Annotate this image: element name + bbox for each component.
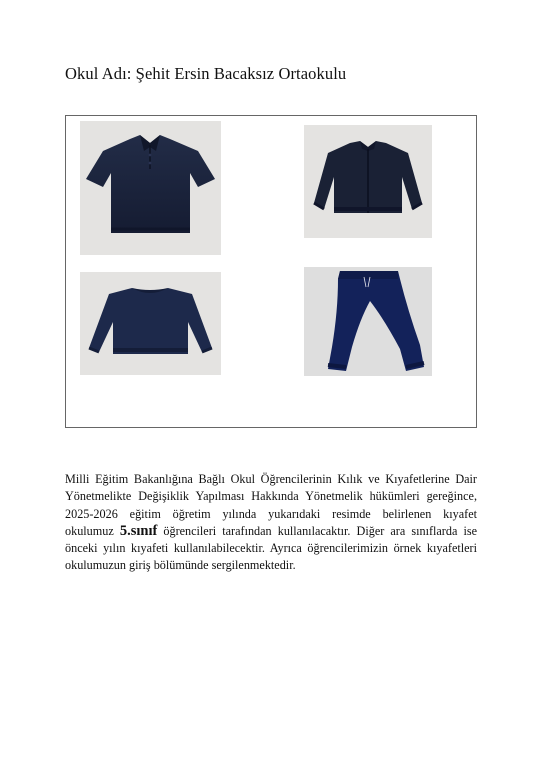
sweater-photo <box>80 272 221 375</box>
paragraph-line: önceki yılın kıyafeti kullanılabilecektir. Ayrıca öğrencilerimizin örnek kıyafetleri <box>65 541 477 556</box>
polo-shirt-photo <box>80 121 221 255</box>
zip-cardigan-photo <box>304 125 432 238</box>
sweatpants-photo <box>304 267 432 376</box>
paragraph-text: okulumuz <box>65 523 120 538</box>
polo-shirt-icon <box>80 121 221 255</box>
notice-paragraph <box>65 471 477 575</box>
paragraph-line: Milli Eğitim Bakanlığına Bağlı Okul Öğrencilerinin Kılık ve Kıyafetlerine Dair <box>65 472 477 486</box>
paragraph-line <box>65 523 477 540</box>
page-title: Okul Adı: Şehit Ersin Bacaksız Ortaokulu <box>65 64 347 83</box>
paragraph-line: Yönetmelikte Değişiklik Yapılması Hakkında Yönetmelik hükümleri gereğince, <box>65 489 477 504</box>
sweater-icon <box>80 272 221 375</box>
paragraph-text: öğrencileri tarafından kullanılacaktır. Diğer ara sınıflarda ise <box>157 523 477 538</box>
paragraph-line: 2025-2026 eğitim öğretim yılında yukarıdaki resimde belirlenen kıyafet <box>65 506 477 521</box>
uniform-image-frame <box>65 115 477 428</box>
grade-highlight: 5.sınıf <box>119 522 158 539</box>
zip-cardigan-icon <box>304 125 432 238</box>
paragraph-line: okulumuzun giriş bölümünde sergilenmektedir. <box>65 558 296 573</box>
sweatpants-icon <box>304 267 432 376</box>
